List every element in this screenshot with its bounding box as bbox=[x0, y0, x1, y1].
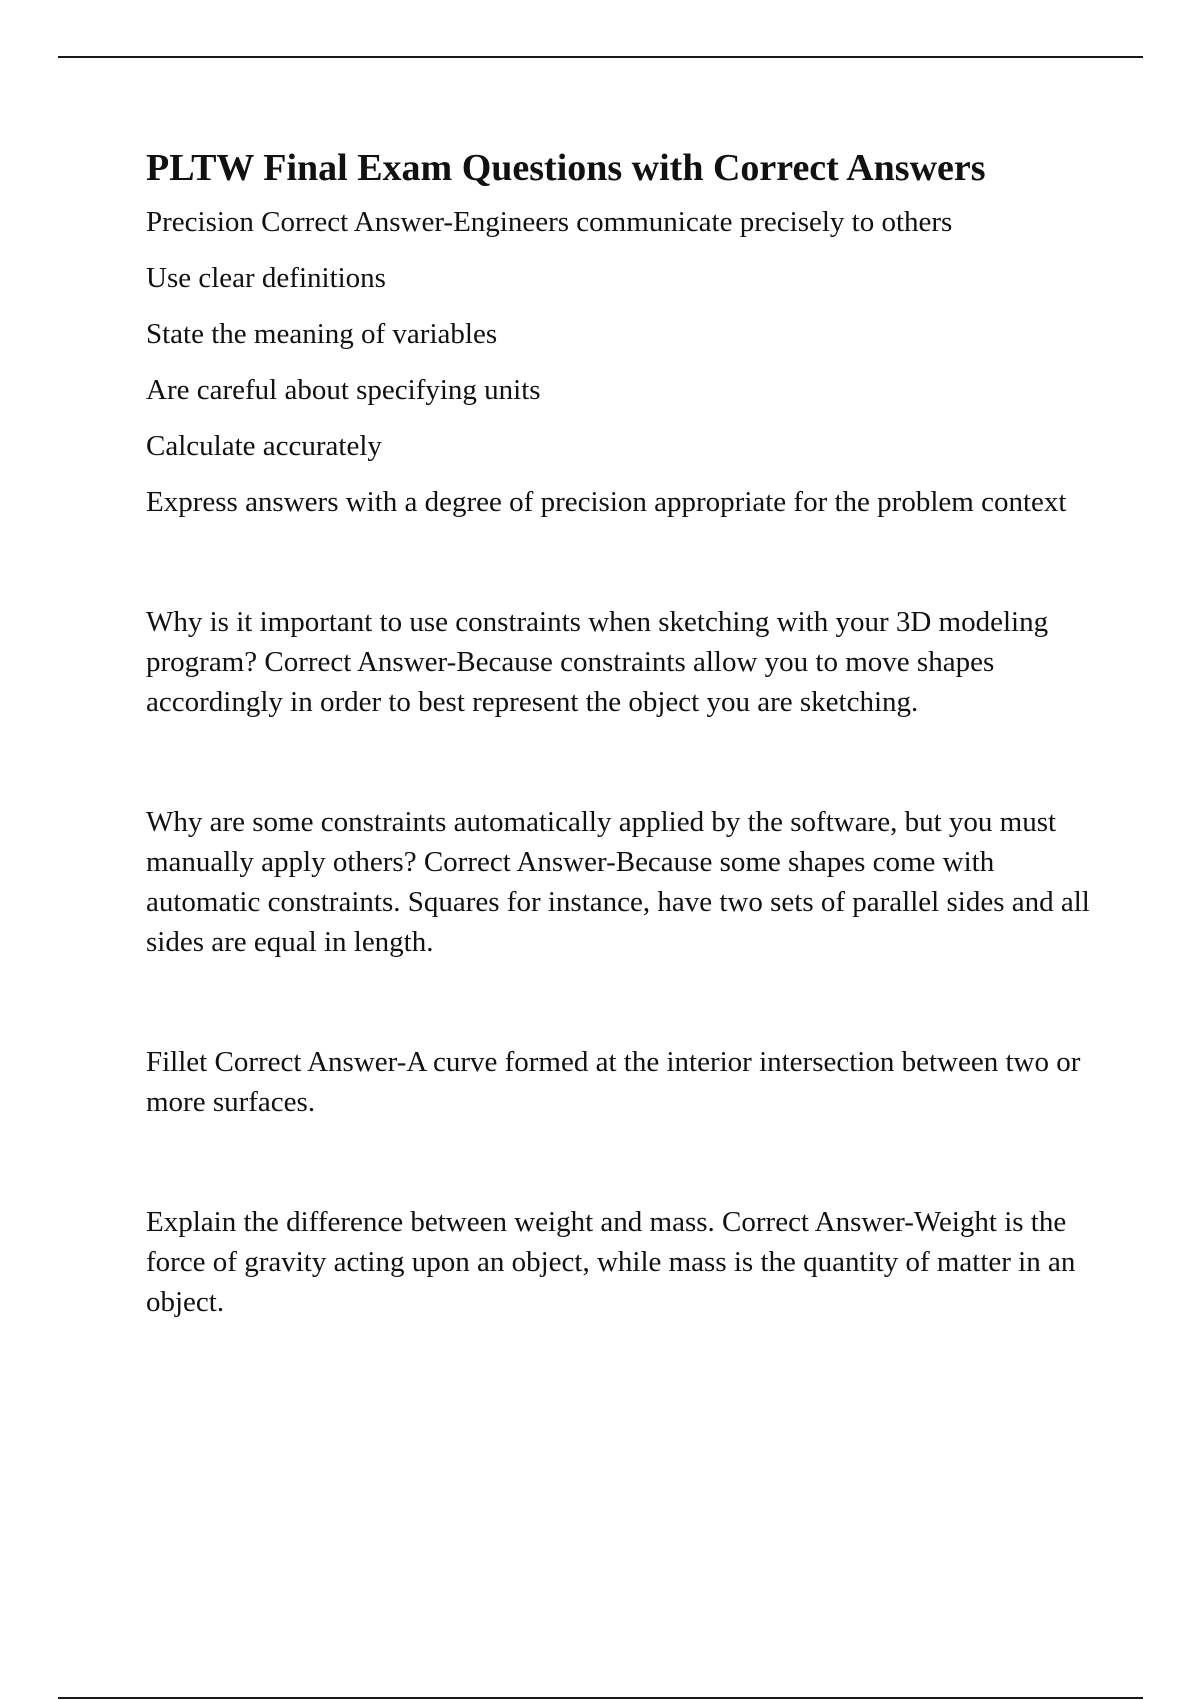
qa-item bbox=[146, 802, 1096, 962]
page-title: PLTW Final Exam Questions with Correct Answers bbox=[146, 147, 986, 189]
qa-item bbox=[146, 1202, 1096, 1322]
qa-item bbox=[146, 602, 1096, 722]
precision-line: State the meaning of variables bbox=[146, 318, 498, 350]
precision-line: Use clear definitions bbox=[146, 262, 386, 294]
document-body bbox=[146, 142, 1096, 1322]
precision-line: Are careful about specifying units bbox=[146, 374, 541, 406]
precision-line: Calculate accurately bbox=[146, 430, 382, 462]
qa-text: Why are some constraints automatically applied by the software, but you must manually apply others? Correct Answer-Because some shapes come with automatic constraints. Squares for instance, have two sets of parallel sides and all sides are equal in length. bbox=[146, 806, 1090, 958]
precision-line: Express answers with a degree of precision appropriate for the problem context bbox=[146, 486, 1067, 518]
qa-text: Fillet Correct Answer-A curve formed at the interior intersection between two or more surfaces. bbox=[146, 1046, 1081, 1118]
qa-item bbox=[146, 1042, 1096, 1122]
bottom-rule bbox=[58, 1697, 1143, 1699]
qa-text: Explain the difference between weight and mass. Correct Answer-Weight is the force of gravity acting upon an object, while mass is the quantity of matter in an object. bbox=[146, 1206, 1076, 1318]
precision-line: Precision Correct Answer-Engineers communicate precisely to others bbox=[146, 206, 953, 238]
top-rule bbox=[58, 56, 1143, 58]
qa-text: Why is it important to use constraints when sketching with your 3D modeling program? Correct Answer-Because constraints allow you to move shapes accordingly in order to best represent the object you are sketching. bbox=[146, 606, 1049, 718]
